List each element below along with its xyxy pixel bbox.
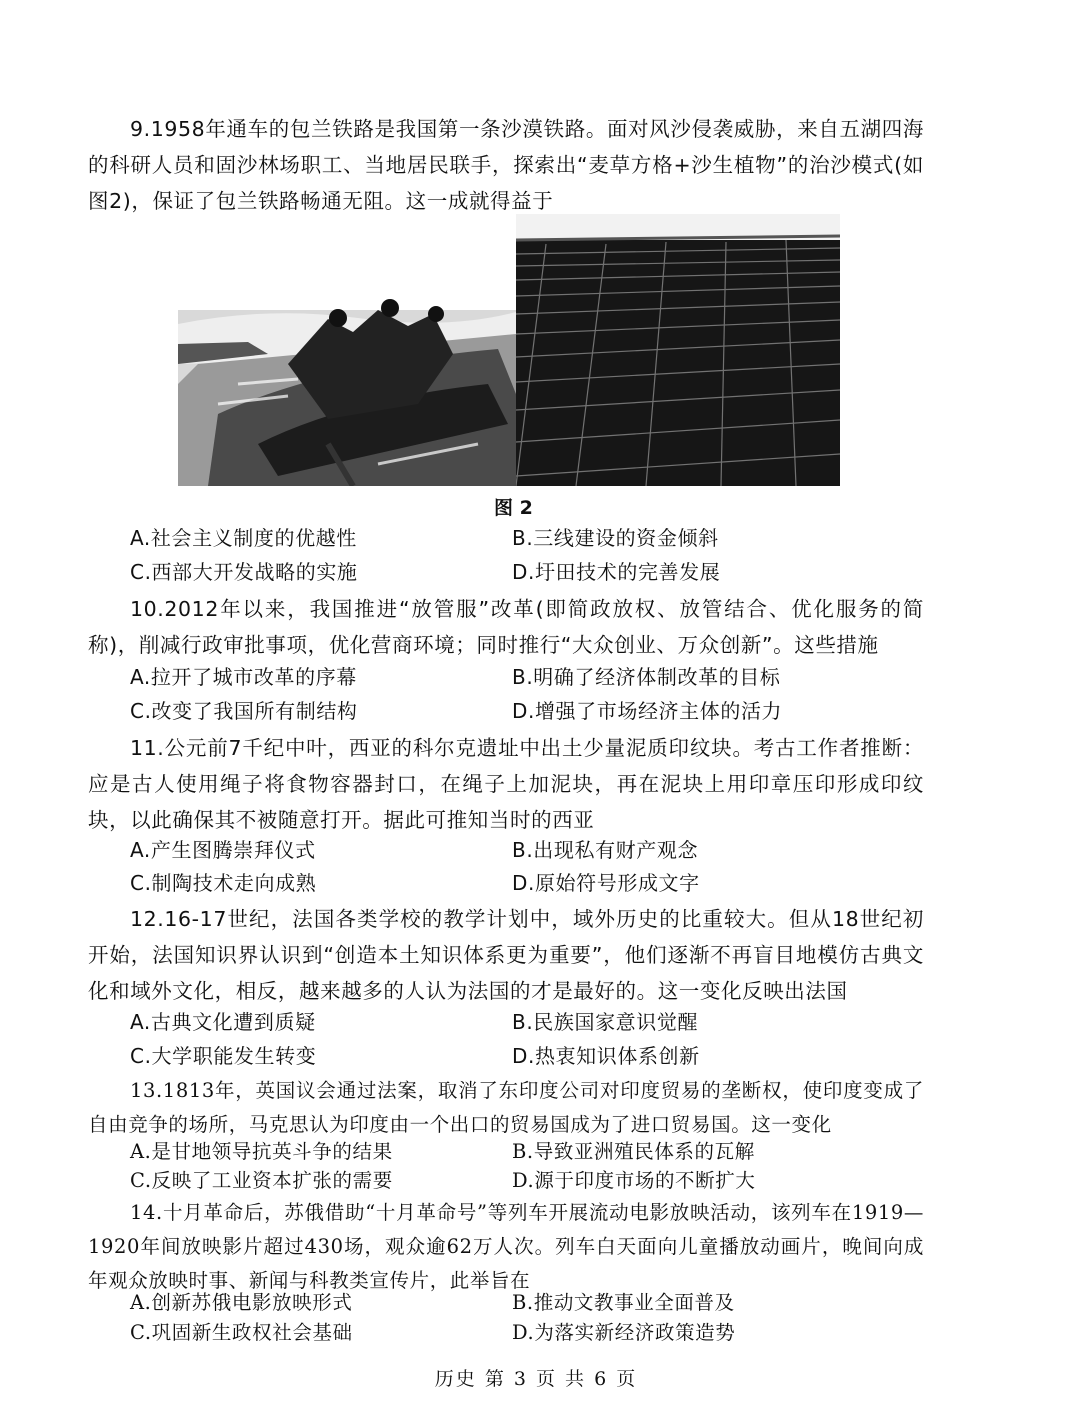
question-12-option-a[interactable]: A.古典文化遭到质疑	[130, 1010, 316, 1034]
figure-2	[178, 214, 840, 486]
question-9-option-a[interactable]: A.社会主义制度的优越性	[130, 526, 357, 550]
question-14-option-b[interactable]: B.推动文教事业全面普及	[512, 1291, 735, 1314]
question-12-option-b[interactable]: B.民族国家意识觉醒	[512, 1010, 699, 1034]
question-13-option-b[interactable]: B.导致亚洲殖民体系的瓦解	[512, 1140, 755, 1163]
question-11-option-c[interactable]: C.制陶技术走向成熟	[130, 871, 317, 895]
question-10-option-a[interactable]: A.拉开了城市改革的序幕	[130, 665, 357, 689]
question-12-option-c[interactable]: C.大学职能发生转变	[130, 1044, 317, 1068]
question-14-option-c[interactable]: C.巩固新生政权社会基础	[130, 1321, 353, 1344]
question-11-option-a[interactable]: A.产生图腾崇拜仪式	[130, 838, 316, 862]
question-9-option-d[interactable]: D.圩田技术的完善发展	[512, 560, 721, 584]
question-12-option-d[interactable]: D.热衷知识体系创新	[512, 1044, 700, 1068]
straw-checkerboard-photo	[516, 214, 840, 486]
figure-2-caption: 图 2	[494, 497, 533, 519]
question-11-option-d[interactable]: D.原始符号形成文字	[512, 871, 700, 895]
question-12-stem: 12.16-17世纪，法国各类学校的教学计划中，域外历史的比重较大。但从18世纪初开始，法国知识界认识到“创造本土知识体系更为重要”，他们逐渐不再盲目地模仿古典文化和域外文化，相反，越来越多的人认为法国的才是最好的。这一变化反映出法国	[88, 907, 924, 1003]
question-9-option-b[interactable]: B.三线建设的资金倾斜	[512, 526, 719, 550]
question-14-option-a[interactable]: A.创新苏俄电影放映形式	[130, 1291, 353, 1314]
question-10-option-d[interactable]: D.增强了市场经济主体的活力	[512, 699, 783, 723]
question-10-stem: 10.2012年以来，我国推进“放管服”改革(即简政放权、放管结合、优化服务的简称)，削减行政审批事项，优化营商环境；同时推行“大众创业、万众创新”。这些措施	[88, 597, 924, 657]
question-13-option-d[interactable]: D.源于印度市场的不断扩大	[512, 1169, 756, 1192]
question-11-stem: 11.公元前7千纪中叶，西亚的科尔克遗址中出土少量泥质印纹块。考古工作者推断：应是古人使用绳子将食物容器封口，在绳子上加泥块，再在泥块上用印章压印形成印纹块，以此确保其不被随意打开。据此可推知当时的西亚	[88, 736, 924, 832]
question-9-stem: 9.1958年通车的包兰铁路是我国第一条沙漠铁路。面对风沙侵袭威胁，来自五湖四海的科研人员和固沙林场职工、当地居民联手，探索出“麦草方格+沙生植物”的治沙模式(如图2)，保证了包兰铁路畅通无阻。这一成就得益于	[88, 117, 924, 213]
question-10-option-c[interactable]: C.改变了我国所有制结构	[130, 699, 358, 723]
question-14-option-d[interactable]: D.为落实新经济政策造势	[512, 1321, 736, 1344]
question-13-stem: 13.1813年，英国议会通过法案，取消了东印度公司对印度贸易的垄断权，使印度变成了自由竞争的场所，马克思认为印度由一个出口的贸易国成为了进口贸易国。这一变化	[88, 1079, 924, 1136]
page-footer: 历史 第 3 页 共 6 页	[434, 1368, 638, 1390]
question-13-option-a[interactable]: A.是甘地领导抗英斗争的结果	[130, 1140, 393, 1163]
sand-control-workers-photo	[178, 214, 516, 486]
question-13-option-c[interactable]: C.反映了工业资本扩张的需要	[130, 1169, 393, 1192]
question-10-option-b[interactable]: B.明确了经济体制改革的目标	[512, 665, 781, 689]
question-9-option-c[interactable]: C.西部大开发战略的实施	[130, 560, 358, 584]
question-14-stem: 14.十月革命后，苏俄借助“十月革命号”等列车开展流动电影放映活动，该列车在1919—1920年间放映影片超过430场，观众逾62万人次。列车白天面向儿童播放动画片，晚间向成年观众放映时事、新闻与科教类宣传片，此举旨在	[88, 1201, 924, 1292]
question-11-option-b[interactable]: B.出现私有财产观念	[512, 838, 699, 862]
